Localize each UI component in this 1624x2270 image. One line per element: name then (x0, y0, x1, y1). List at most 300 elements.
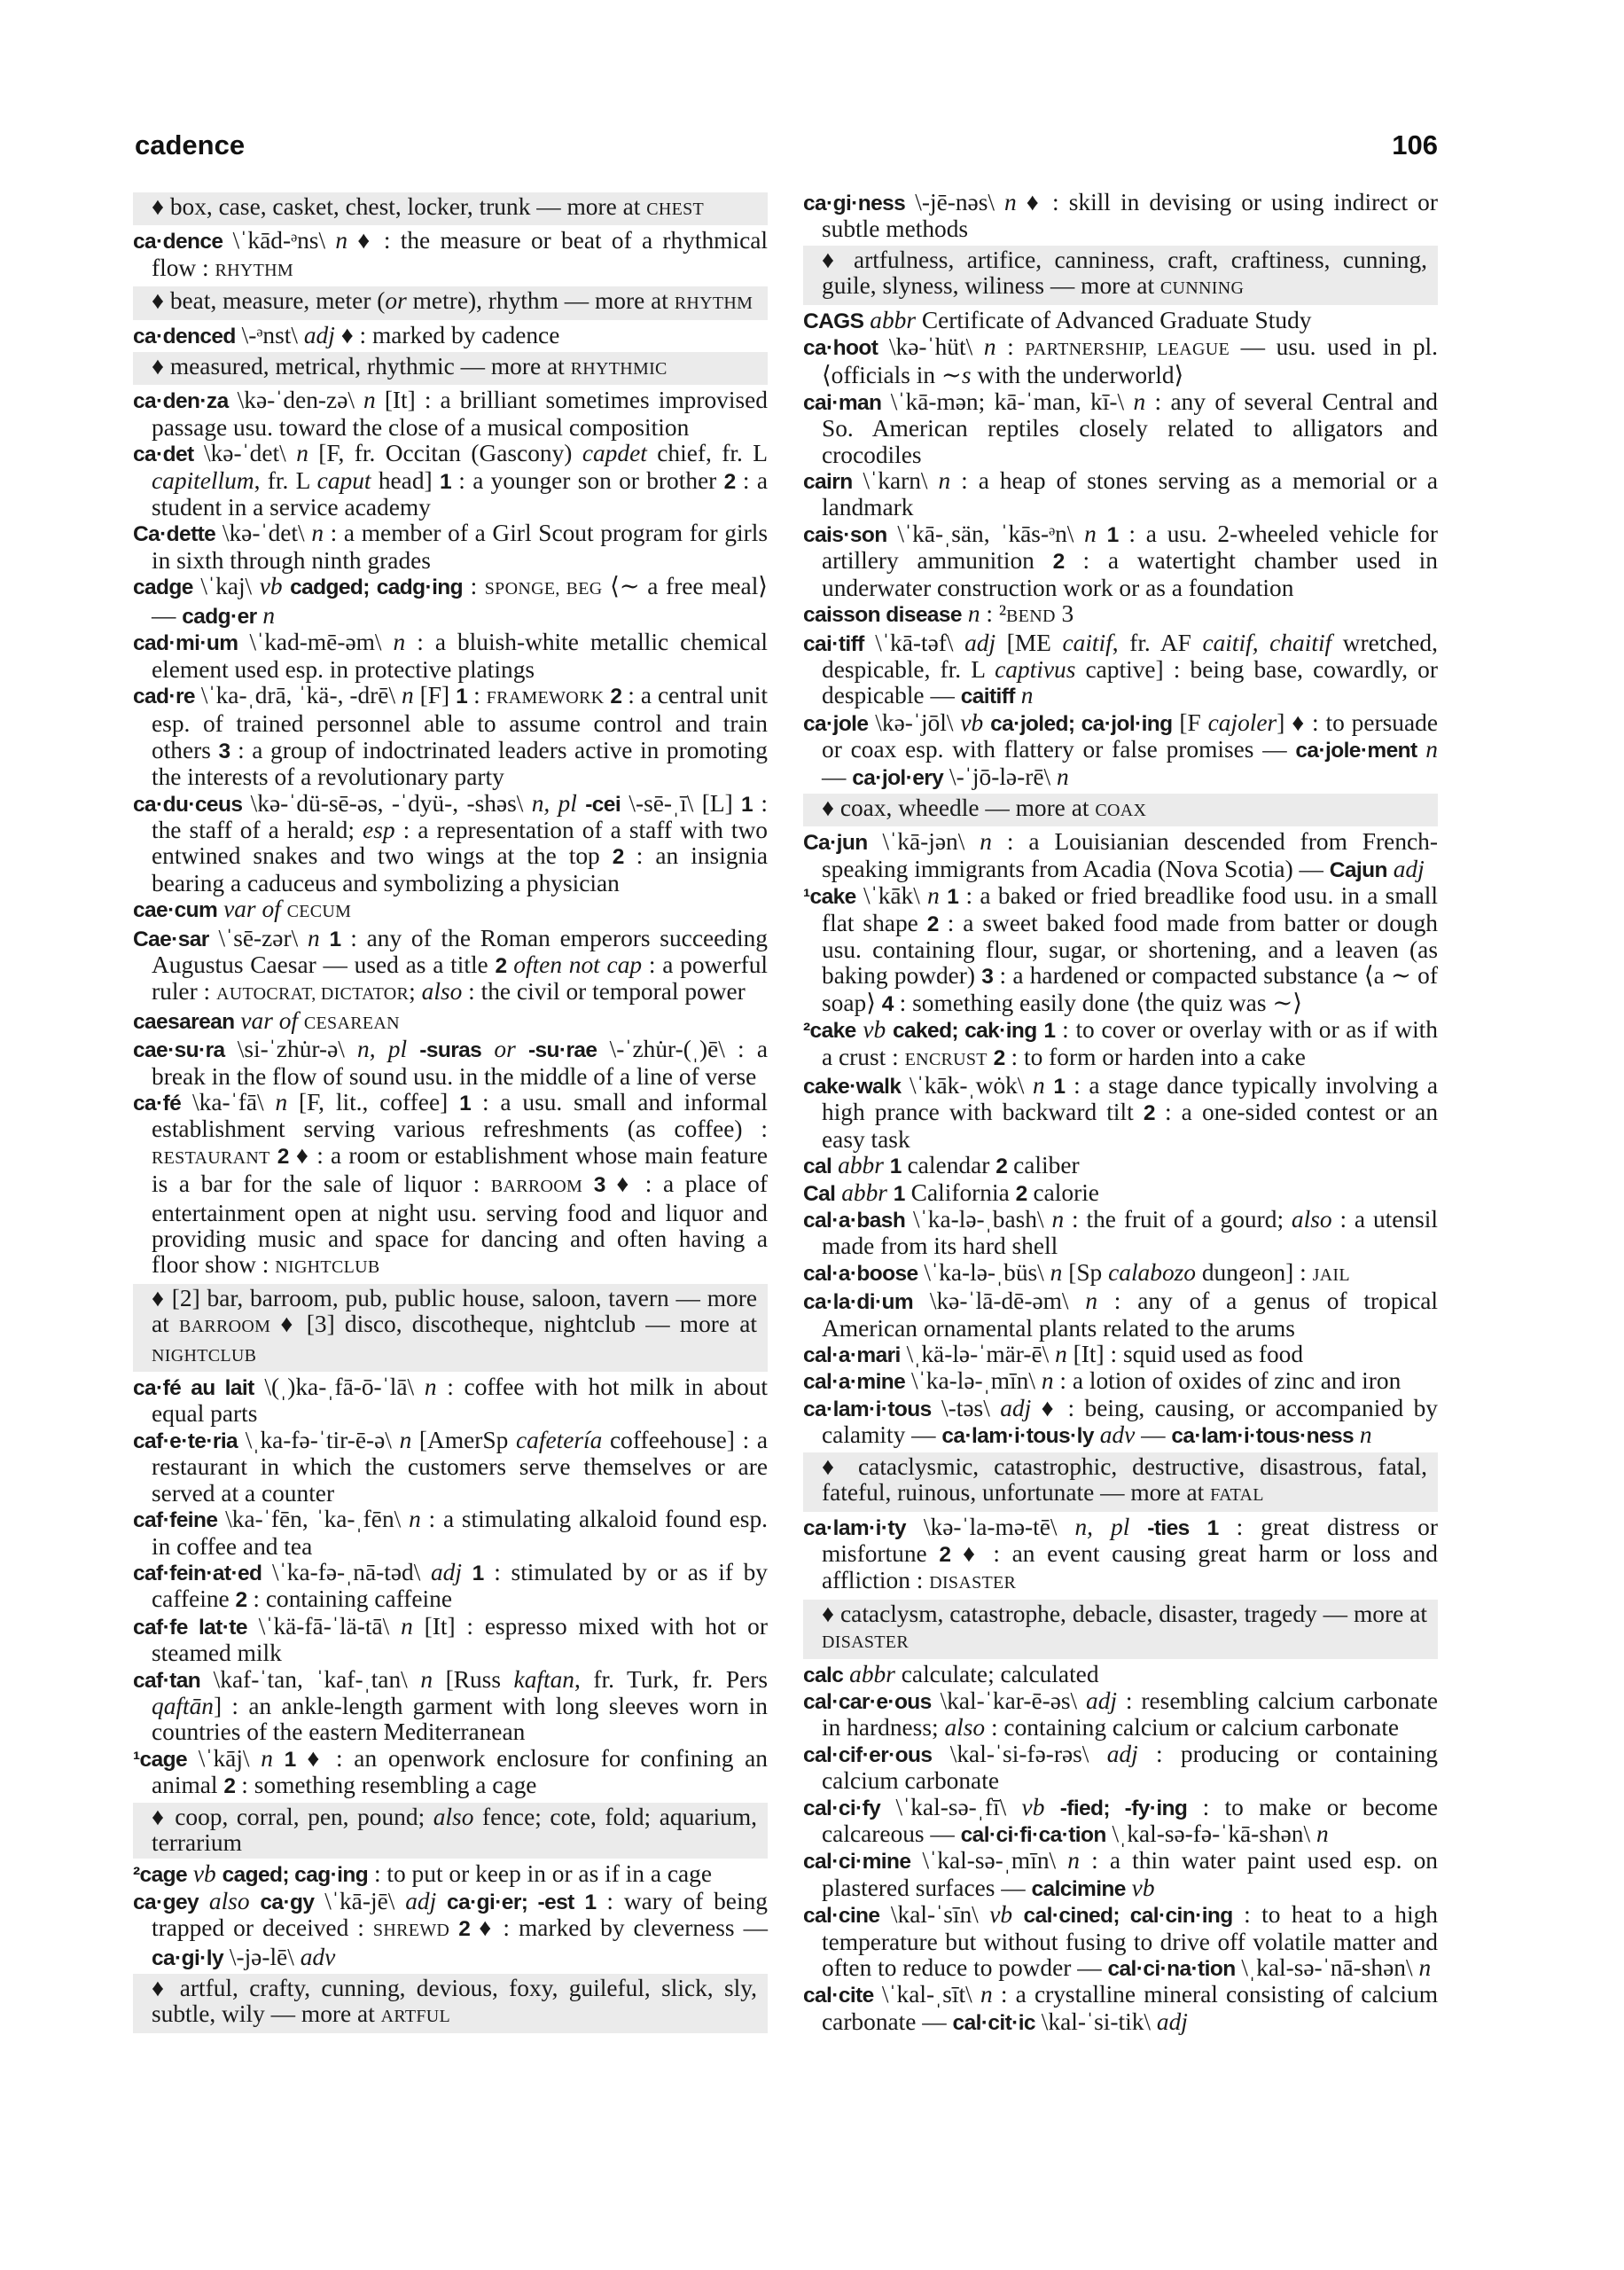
headword-text: 1 (1206, 1515, 1219, 1540)
italic-label: adv (1099, 1421, 1136, 1449)
cross-reference: CECUM (286, 902, 352, 922)
headword-text: 1 (947, 885, 959, 910)
headword-text: cal·cined; cal·cin·ing (1023, 1904, 1233, 1929)
headword-text: caesarean (133, 1009, 235, 1034)
headword-text: cal·a·mari (803, 1343, 901, 1368)
headword-text: 2 (926, 912, 939, 936)
headword-text: 1 (284, 1747, 296, 1772)
definition-text: \si-ˈzhu̇r-ə\ (224, 1036, 358, 1063)
headword-text: cal·ci·na·tion (1107, 1957, 1236, 1981)
definition-text (187, 1860, 193, 1887)
headword-text: Ca·dette (133, 522, 216, 547)
dictionary-entry (803, 1742, 1438, 1795)
synonym-block (133, 1284, 768, 1372)
definition-text: ♦ artfulness, artifice, canniness, craft, craftiness, cunning, guile, slyness, wiliness — more at (822, 246, 1427, 300)
definition-text: : something resembling a cage (235, 1772, 537, 1799)
definition-text: \kal-ˈsīn\ (879, 1901, 990, 1929)
dictionary-entry (133, 1560, 768, 1614)
definition-text: \ˈkal-sə-ˌfī\ (880, 1793, 1022, 1820)
definition-text: \ˈkā-jē\ (314, 1887, 406, 1914)
definition-text: : a stimulating alkaloid found esp. in coffee and tea (152, 1506, 769, 1560)
left-column (133, 190, 768, 2036)
headword-text: 3 (218, 739, 230, 763)
headword-text: ca·lam·i·tous (803, 1397, 932, 1421)
definition-text: : wary of being trapped or deceived : (152, 1887, 768, 1942)
dictionary-entry (803, 883, 1438, 1017)
definition-text (983, 709, 990, 736)
italic-label: n (1133, 387, 1146, 415)
italic-label: n (1050, 1258, 1063, 1286)
definition-text: : a usu. 2-wheeled vehicle for artillery ammunition (822, 520, 1438, 575)
definition-text: : (467, 681, 487, 708)
definition-text: [It] : squid used as food (1066, 1341, 1304, 1368)
definition-text (436, 1888, 447, 1914)
definition-text: : the staff of a herald; (152, 789, 769, 843)
dictionary-entry (803, 468, 1438, 521)
italic-label: kaftan (513, 1665, 574, 1693)
headword-text: cal·car·e·ous (803, 1689, 932, 1714)
italic-label: cafetería (515, 1426, 603, 1453)
definition-text: ] ♦ : to persuade or coax esp. with flattery or false promises — (822, 708, 1438, 763)
headword-text: calcimine (1031, 1876, 1126, 1901)
definition-text: ♦ [2] bar, barroom, pub, public house, saloon, tavern — more at (152, 1284, 757, 1338)
italic-label: adj (1000, 1394, 1032, 1421)
definition-text: \ˈkād-ᵊns\ (223, 227, 336, 254)
italic-label: adj (1086, 1687, 1118, 1714)
definition-text (574, 1888, 585, 1914)
definition-text (273, 1745, 285, 1772)
dictionary-entry (133, 323, 768, 349)
definition-text (582, 1170, 594, 1197)
definition-text: \-ˈjō-lə-rē\ (943, 763, 1057, 790)
definition-text: ♦ : a room or establishment whose main feature is a bar for the sale of liquor : (152, 1141, 768, 1198)
definition-text: : any of the Roman emperors succeeding Augustus Caesar — used as a title (152, 924, 768, 978)
cross-reference: ARTFUL (380, 2007, 451, 2027)
headword-text: cae·su·ra (133, 1038, 225, 1063)
definition-text: ; (409, 978, 422, 1006)
headword-text: cal·cit·ic (952, 2010, 1035, 2035)
headword-text: 2 (495, 953, 507, 978)
definition-text: \kaf-ˈtan, ˈkaf-ˌtan\ (200, 1665, 421, 1693)
definition-text: : a watertight chamber used in underwater construction work or as a foundation (822, 547, 1438, 601)
definition-text: 3 (1055, 600, 1074, 628)
definition-text (1045, 1072, 1054, 1099)
definition-text: : a group of indoctrinated leaders active in promoting the interests of a revolutionary party (152, 736, 768, 791)
definition-text (1417, 736, 1426, 763)
definition-text: \ˈka-lə-ˌbash\ (905, 1206, 1052, 1233)
cross-reference: ENCRUST (904, 1049, 988, 1069)
dictionary-entry (133, 1507, 768, 1560)
headword-text: 1 (1106, 522, 1119, 547)
dictionary-entry (133, 1667, 768, 1746)
definition-text: : a lotion of oxides of zinc and iron (1053, 1367, 1401, 1395)
definition-text (481, 1036, 494, 1062)
synonym-block (803, 794, 1438, 826)
headword-text: cal·ci·fy (803, 1796, 881, 1820)
definition-text: : a sweet baked food made from batter or dough usu. containing flour, sugar, or shortening, and a leaven (as baking powder) (822, 909, 1439, 990)
italic-label: caitif (1062, 629, 1113, 656)
definition-text: \(ˌ)ka-ˌfā-ō-ˈlā\ (254, 1374, 425, 1401)
cross-reference: CESAREAN (303, 1013, 400, 1033)
definition-text: \ka-ˈfēn, ˈka-ˌfēn\ (217, 1506, 410, 1533)
headword-text: cai·man (803, 390, 882, 415)
dictionary-entry (133, 1428, 768, 1507)
definition-text: \ˈkā-təf\ (863, 629, 965, 656)
italic-label: n (1004, 189, 1017, 215)
definition-text: \-ᵊnst\ (235, 321, 304, 348)
headword-text: cal·cine (803, 1904, 880, 1929)
definition-text: : the civil or temporal power (462, 978, 746, 1006)
definition-text: : any of several Central and So. American reptiles closely related to alligators and crocodiles (822, 387, 1438, 468)
cross-reference: FRAMEWORK (486, 687, 605, 708)
italic-label: n (927, 882, 940, 910)
headword-text: ca·gi·ly (152, 1945, 223, 1970)
italic-label: n (402, 681, 414, 708)
definition-text: coffeehouse] : a restaurant in which the customers serve themselves or are served at a counter (152, 1426, 768, 1507)
italic-label: adj (303, 321, 335, 348)
italic-label: n (1067, 1847, 1080, 1875)
definition-text (940, 882, 947, 909)
headword-text: cad·mi·um (133, 631, 238, 656)
headword-text: Cal (803, 1181, 836, 1206)
italic-label: n (409, 1506, 421, 1533)
italic-label: n (311, 520, 324, 547)
headword-text: ca·fé (133, 1092, 182, 1115)
italic-label: n (980, 828, 992, 856)
definition-text: : a stage dance typically involving a high prance with backward tilt (822, 1072, 1438, 1126)
definition-text: ⟨∼ a free meal⟩ — (152, 573, 768, 629)
definition-text: \ˈkā-ˌsän, ˈkās-ᵊn\ (886, 520, 1085, 547)
cross-reference: BEND (1006, 607, 1056, 627)
definition-text: : containing calcium or calcium carbonate (985, 1714, 1400, 1742)
headword-text: 1 (1043, 1019, 1056, 1044)
definition-text: : producing or containing calcium carbonate (822, 1740, 1438, 1795)
headword-text: 1 (459, 1092, 472, 1115)
headword-text: 2 (612, 845, 624, 870)
definition-text: \kal-ˈkar-ē-əs\ (931, 1687, 1087, 1714)
definition-text: head] (371, 466, 440, 494)
definition-text (1097, 521, 1107, 547)
italic-label: n, pl (357, 1036, 408, 1063)
headword-text: ca·lam·i·tous·ly (941, 1424, 1094, 1449)
definition-text: \ˈsē-zər\ (208, 924, 308, 951)
definition-text: [F, fr. Occitan (Gascony) (308, 440, 582, 467)
dictionary-entry (133, 574, 768, 630)
italic-label: also (1291, 1206, 1332, 1233)
definition-text: : a central unit esp. of trained personnel able to assume control and train others (152, 681, 769, 763)
headword-text: caf·feine (133, 1508, 218, 1533)
synonym-block (803, 1600, 1438, 1659)
synonym-block (133, 286, 768, 319)
definition-text: \ˌkal-sə-ˈnā-shən\ (1235, 1954, 1419, 1981)
headword-text: 1 (1053, 1075, 1066, 1099)
guide-word: cadence (135, 129, 246, 160)
definition-text: dungeon] : (1196, 1258, 1313, 1286)
definition-text (281, 896, 287, 922)
headword-text: ca·la·di·um (803, 1290, 914, 1315)
cross-reference: CHEST (646, 200, 705, 219)
dictionary-entry (803, 630, 1438, 710)
italic-label: n (307, 924, 320, 951)
definition-text: ♦ artful, crafty, cunning, devious, foxy, guileful, slick, sly, subtle, wily — more at (152, 1975, 757, 2028)
definition-text: ♦ coop, corral, pen, pound; (152, 1803, 433, 1830)
definition-text: : an insignia bearing a caduceus and symbolizing a physician (152, 842, 768, 896)
definition-text (1129, 1514, 1147, 1540)
headword-text: cal·a·mine (803, 1370, 906, 1395)
headword-text: cad·re (133, 684, 195, 708)
italic-label: n, pl (531, 789, 577, 817)
italic-label: n (335, 227, 348, 254)
definition-text (988, 1044, 994, 1070)
definition-text: \kə-ˈden-zə\ (228, 387, 364, 414)
headword-text: ca·jole·ment (1295, 739, 1417, 763)
dictionary-entry (133, 630, 768, 683)
headword-text: calc (803, 1663, 844, 1687)
dictionary-entry (133, 896, 768, 925)
definition-text: , fr. AF (1112, 629, 1203, 656)
dictionary-entry (803, 1260, 1438, 1288)
definition-text: : a student in a service academy (152, 466, 768, 521)
italic-label: abbr (870, 306, 916, 333)
definition-text (962, 600, 968, 627)
definition-text: : resembling calcium carbonate in hardness; (822, 1687, 1438, 1742)
headword-text: ca·det (133, 442, 194, 467)
definition-text (199, 1888, 209, 1914)
dictionary-entry (803, 1153, 1438, 1179)
definition-text: ♦ : an openwork enclosure for confining an animal (152, 1744, 768, 1799)
headword-text: ca·jol·ery (852, 765, 944, 790)
definition-text (283, 573, 291, 599)
cross-reference: SPONGE, BEG (484, 579, 603, 599)
dictionary-entry (803, 1982, 1438, 2036)
definition-text: ♦ : being, causing, or accompanied by calamity — (822, 1394, 1438, 1449)
italic-label: n (967, 600, 980, 628)
definition-text (887, 1179, 894, 1206)
headword-text: 1 (893, 1181, 905, 1206)
definition-text: ♦ : an event causing great harm or loss and affliction : (822, 1539, 1438, 1594)
cross-reference: AUTOCRAT, DICTATOR (216, 984, 410, 1005)
italic-label: often not cap (513, 951, 643, 978)
headword-text: ca·dence (133, 230, 223, 254)
headword-text: 2 (995, 1155, 1008, 1179)
italic-label: vb (1021, 1793, 1045, 1820)
italic-label: vb (989, 1901, 1013, 1929)
definition-text: : to heat to a high temperature but without fusing to drive off volatile matter and often to reduce to powder — (822, 1901, 1439, 1981)
definition-text: with the underworld⟩ (971, 362, 1184, 389)
italic-label: vb (1131, 1874, 1155, 1901)
italic-label: cajoler (1207, 708, 1277, 736)
definition-text: : a crystalline mineral consisting of calcium carbonate — (822, 1981, 1438, 2035)
italic-label: n (983, 333, 996, 361)
italic-label: also (433, 1803, 474, 1830)
headword-text: -ties (1147, 1515, 1190, 1540)
headword-text: cadge (133, 575, 193, 600)
headword-text: 2 (1052, 550, 1065, 575)
definition-text: \kə-ˈjōl\ (868, 708, 961, 736)
headword-text: cal·cif·er·ous (803, 1742, 933, 1767)
dictionary-entry (133, 387, 768, 441)
headword-text: ca·gi·ness (803, 192, 906, 215)
definition-text: \ˈkāk\ (855, 882, 928, 910)
definition-text: : (463, 573, 485, 600)
definition-text: [Russ (433, 1665, 514, 1693)
headword-text: cais·son (803, 522, 887, 547)
cross-reference: BARROOM (178, 1317, 271, 1337)
italic-label: n (1359, 1421, 1372, 1449)
italic-label: n (1085, 1288, 1098, 1315)
dictionary-entry (803, 389, 1438, 468)
definition-text: ♦ : marked by cadence (334, 321, 560, 348)
definition-text: \ˈkāj\ (187, 1744, 262, 1772)
headword-text: caf·tan (133, 1668, 201, 1693)
headword-text: ca·gey (133, 1890, 199, 1914)
definition-text (886, 1016, 893, 1043)
italic-label: adj (1156, 2008, 1188, 2035)
definition-text: \ˈka-lə-ˌbüs\ (917, 1258, 1050, 1286)
headword-text: 1 (741, 792, 753, 817)
definition-text: : a usu. small and informal establishment serving various refreshments (as coffee) : (152, 1089, 768, 1143)
definition-text: \ˈkad-mē-əm\ (238, 629, 394, 656)
definition-text: — (1135, 1421, 1172, 1449)
headword-text: ca·lam·i·tous·ness (1171, 1424, 1355, 1449)
definition-text: [It] : espresso mixed with hot or steamed milk (152, 1612, 768, 1667)
definition-text: fence; cote, fold; aquarium, terrarium (152, 1803, 757, 1856)
synonym-block (133, 1974, 768, 2033)
headword-text: 2 (277, 1144, 289, 1169)
definition-text: \ˈka-fə-ˌnā-təd\ (262, 1558, 431, 1585)
definition-text: ] : an ankle-length garment with long sleeves worn in countries of the eastern Mediterranean (152, 1692, 768, 1746)
definition-text: ♦ box, case, casket, chest, locker, trunk — more at (152, 193, 647, 220)
dictionary-entry (803, 1688, 1438, 1742)
italic-label: also (944, 1714, 986, 1742)
definition-text: \-ˈzhu̇r-(ˌ)ē\ : a break in the flow of sound usu. in the middle of a line of verse (152, 1036, 768, 1090)
definition-text: ♦ beat, measure, meter ( (152, 287, 386, 315)
definition-text: \ˈkal-ˌsīt\ (873, 1981, 980, 2008)
definition-text: \ˌkä-lə-ˈmär-ē\ (900, 1341, 1056, 1368)
headword-text: -fied; -fy·ing (1059, 1796, 1188, 1820)
definition-text: [ME (995, 629, 1063, 656)
definition-text: , fr. L (254, 466, 317, 494)
headword-text: 2 (939, 1542, 951, 1567)
definition-text: calculate; calculated (894, 1660, 1099, 1687)
italic-label: or (494, 1036, 516, 1063)
definition-text: \ˈkal-sə-ˌmīn\ (910, 1847, 1068, 1875)
headword-text: ¹cage (133, 1747, 188, 1772)
definition-text: : ² (980, 600, 1007, 628)
definition-text: \-jə-lē\ (223, 1943, 301, 1970)
italic-label: n, pl (1074, 1513, 1130, 1540)
italic-label: n (1418, 1954, 1432, 1981)
italic-label: abbr (849, 1660, 895, 1687)
italic-label: captivus (995, 655, 1076, 683)
cross-reference: COAX (1095, 800, 1147, 820)
dictionary-entry (803, 1288, 1438, 1342)
definition-text: \kə-ˈlā-dē-əm\ (913, 1288, 1086, 1315)
definition-text (1015, 682, 1021, 708)
definition-text: : a powerful ruler : (152, 951, 768, 1006)
definition-text: , fr. Turk, fr. Pers (574, 1665, 768, 1693)
definition-text: \kə-ˈdet\ (215, 520, 312, 547)
definition-text (1387, 856, 1394, 882)
italic-label: vb (259, 573, 283, 600)
definition-text: : a baked or fried breadlike food usu. in a small flat shape (822, 882, 1439, 936)
italic-label: n (1020, 682, 1034, 709)
cross-reference: PARTNERSHIP, LEAGUE (1025, 340, 1230, 360)
headword-text: cal (803, 1155, 832, 1179)
italic-label: n (1056, 763, 1069, 790)
dictionary-entry (803, 308, 1438, 334)
headword-text: 2 (1143, 1101, 1155, 1126)
definition-text (1190, 1514, 1207, 1540)
headword-text: 2 (223, 1774, 236, 1799)
definition-text: \-təs\ (931, 1394, 1001, 1421)
definition-text: \ˈka-lə-ˌmīn\ (905, 1367, 1042, 1395)
dictionary-entry (803, 1902, 1438, 1982)
dictionary-entry (133, 1861, 768, 1888)
italic-label: qaftān (152, 1692, 215, 1719)
synonym-block (133, 352, 768, 385)
cross-reference: RHYTHM (215, 260, 293, 280)
headword-text: 2 (458, 1917, 471, 1942)
definition-text: calendar (901, 1152, 996, 1179)
italic-label: n (1041, 1367, 1054, 1395)
definition-text: [AmerSp (411, 1426, 516, 1453)
dictionary-entry (133, 683, 768, 791)
italic-label: adj (1393, 855, 1425, 882)
italic-label: n (261, 1744, 273, 1772)
headword-text: cake·walk (803, 1075, 902, 1099)
dictionary-entry (803, 829, 1438, 883)
italic-label: n (401, 1612, 413, 1640)
headword-text: cadged; cadg·ing (290, 575, 464, 600)
definition-text: \ˈka-ˌdrā, ˈkä-, -drē\ (194, 681, 402, 708)
definition-text: \ˌkal-sə-fə-ˈkā-shən\ (1105, 1820, 1316, 1847)
headword-text: ca·du·ceus (133, 792, 243, 817)
dictionary-entry (133, 1090, 768, 1281)
cross-reference: RHYTHMIC (570, 359, 668, 380)
headword-text: 1 (889, 1155, 902, 1179)
synonym-block (803, 1452, 1438, 1512)
italic-label: n (424, 1374, 437, 1401)
definition-text (407, 1036, 419, 1062)
dictionary-entry (133, 441, 768, 521)
headword-text: caf·fe lat·te (133, 1615, 247, 1640)
definition-text: : stimulated by or as if by caffeine (152, 1558, 768, 1613)
italic-label: also (421, 978, 463, 1006)
dictionary-entry (133, 926, 768, 1008)
definition-text: : a hardened or compacted substance ⟨a ∼ of soap⟩ (822, 962, 1438, 1016)
italic-label: n (296, 440, 308, 467)
definition-text: wretched, despicable, fr. L (822, 629, 1438, 683)
headword-text: ca·joled; ca·jol·ing (990, 711, 1173, 736)
definition-text: metre), rhythm — more at (406, 287, 675, 315)
definition-text (1354, 1421, 1360, 1448)
definition-text: : containing caffeine (246, 1585, 453, 1613)
definition-text (462, 1559, 472, 1585)
definition-text (1094, 1421, 1100, 1448)
dictionary-entry (803, 190, 1438, 243)
definition-text: ♦ : marked by cleverness — (470, 1914, 768, 1942)
dictionary-entry (803, 1396, 1438, 1450)
definition-text: : any of a genus of tropical American ornamental plants related to the arums (822, 1288, 1438, 1342)
cross-reference: SHREWD (372, 1921, 450, 1941)
definition-text: : a thin water paint used esp. on plastered surfaces — (822, 1847, 1438, 1901)
synonym-block (133, 192, 768, 225)
definition-text: ♦ [3] disco, discotheque, nightclub — more at (270, 1311, 757, 1338)
right-column (803, 190, 1438, 2036)
definition-text: California (904, 1178, 1016, 1206)
definition-text: : the fruit of a gourd; (1064, 1206, 1292, 1233)
